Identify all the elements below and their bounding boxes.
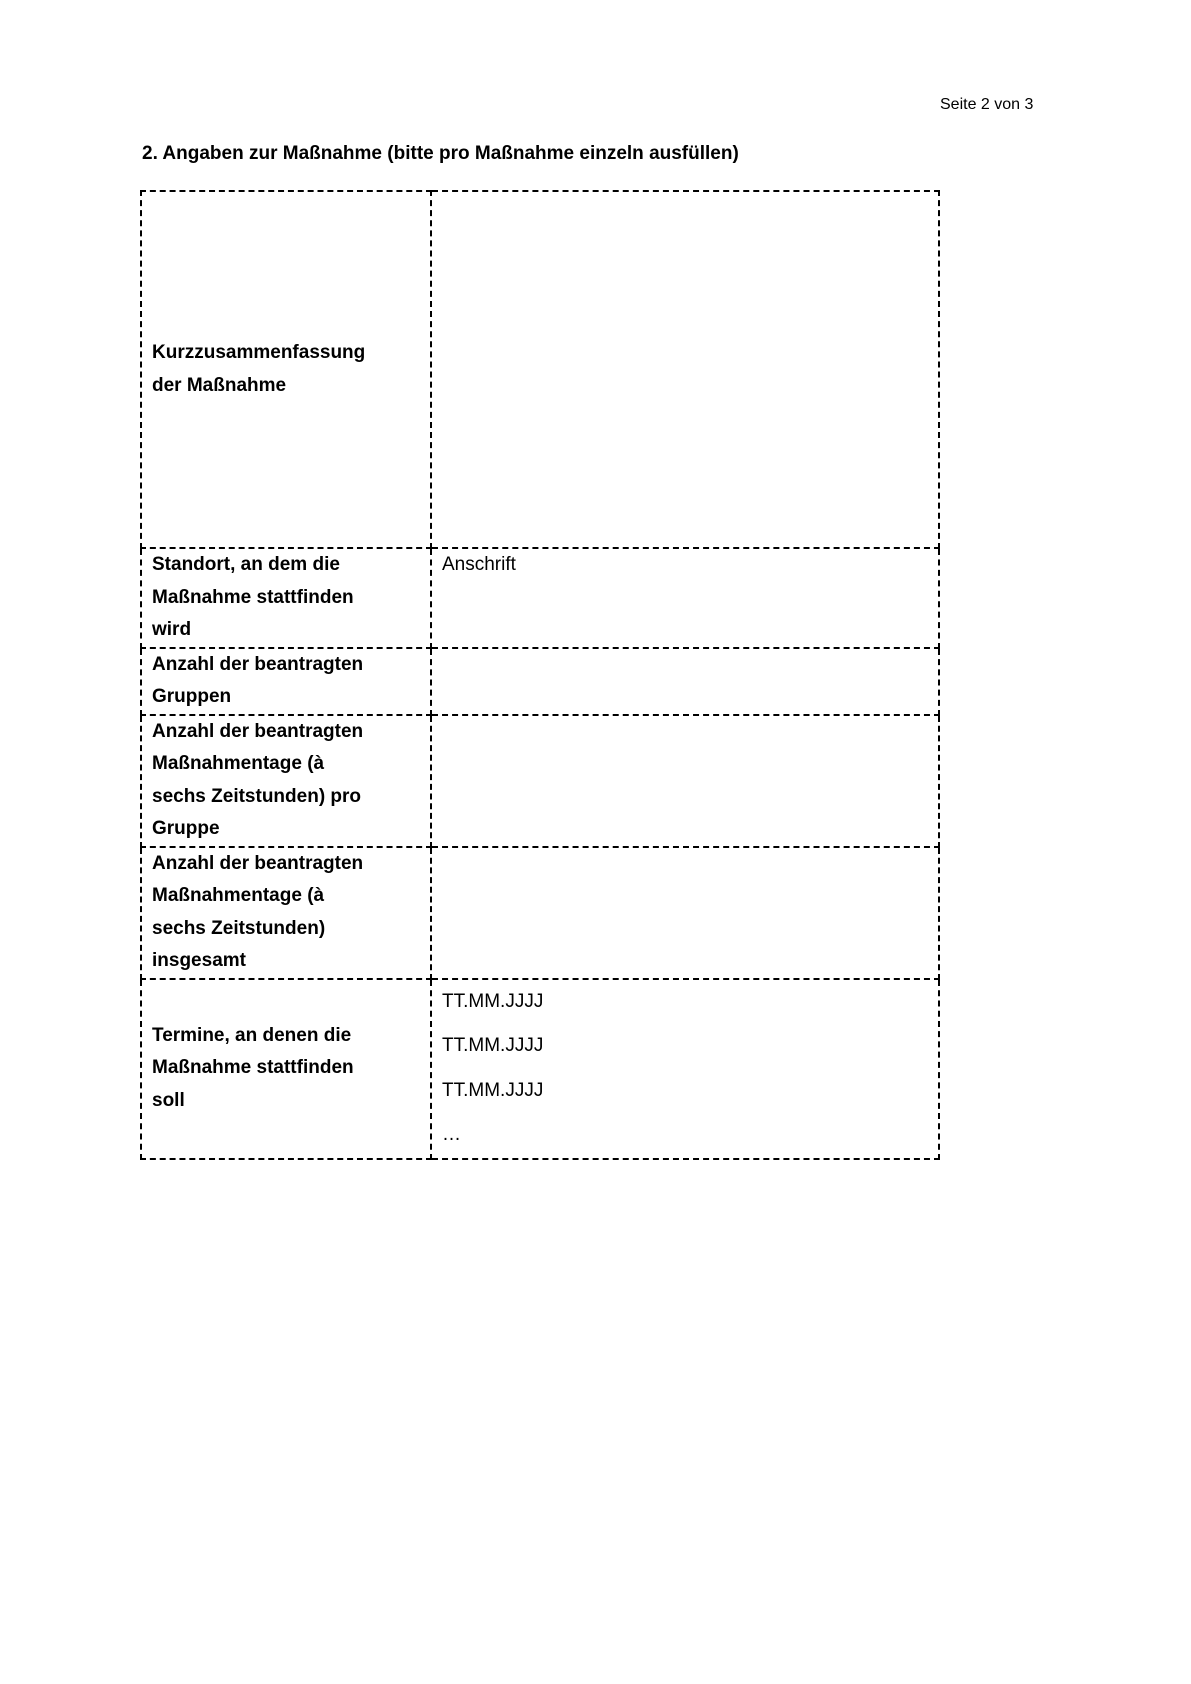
days-total-label-line: Anzahl der beantragten [152,852,364,874]
date-entry-ellipsis: … [442,1124,461,1145]
dates-label-line: Termine, an denen die [152,1024,352,1046]
days-per-group-row [141,715,939,847]
days-per-group-label-line: Maßnahmentage (à [152,753,325,774]
groups-row [141,648,939,715]
dates-row [141,979,939,1159]
summary-label-line: der Maßnahme [152,374,287,396]
days-total-field[interactable] [431,847,939,979]
days-total-label-line: sechs Zeitstunden) [152,917,326,939]
address-placeholder: Anschrift [442,554,516,575]
location-label-line: wird [152,619,192,640]
dates-label-line: soll [152,1089,185,1111]
location-label-line: Standort, an dem die [152,554,340,575]
days-total-label [141,847,431,979]
days-total-row [141,847,939,979]
location-label [141,548,431,648]
measure-form-table [140,190,940,1160]
section-title: 2. Angaben zur Maßnahme (bitte pro Maßnahme einzeln ausfüllen) [142,143,739,164]
summary-row [141,191,939,548]
groups-label-line: Gruppen [152,686,232,707]
summary-label [141,191,431,548]
location-label-line: Maßnahme stattfinden [152,586,354,608]
groups-field[interactable] [431,648,939,715]
date-entry: TT.MM.JJJJ [442,1079,544,1101]
date-entry: TT.MM.JJJJ [442,990,544,1012]
days-total-label-line: insgesamt [152,950,246,971]
page-number: Seite 2 von 3 [940,96,1034,113]
location-field[interactable] [431,548,939,648]
days-per-group-label [141,715,431,847]
days-per-group-label-line: Anzahl der beantragten [152,720,364,742]
date-entry: TT.MM.JJJJ [442,1035,544,1056]
groups-label-line: Anzahl der beantragten [152,653,364,675]
days-per-group-field[interactable] [431,715,939,847]
days-per-group-label-line: Gruppe [152,818,220,839]
dates-label [141,979,431,1159]
groups-label [141,648,431,715]
location-row [141,548,939,648]
summary-label-line: Kurzzusammenfassung [152,342,366,363]
summary-field[interactable] [431,191,939,548]
days-total-label-line: Maßnahmentage (à [152,885,325,906]
dates-field[interactable] [431,979,939,1159]
days-per-group-label-line: sechs Zeitstunden) pro [152,785,362,807]
dates-label-line: Maßnahme stattfinden [152,1057,354,1079]
